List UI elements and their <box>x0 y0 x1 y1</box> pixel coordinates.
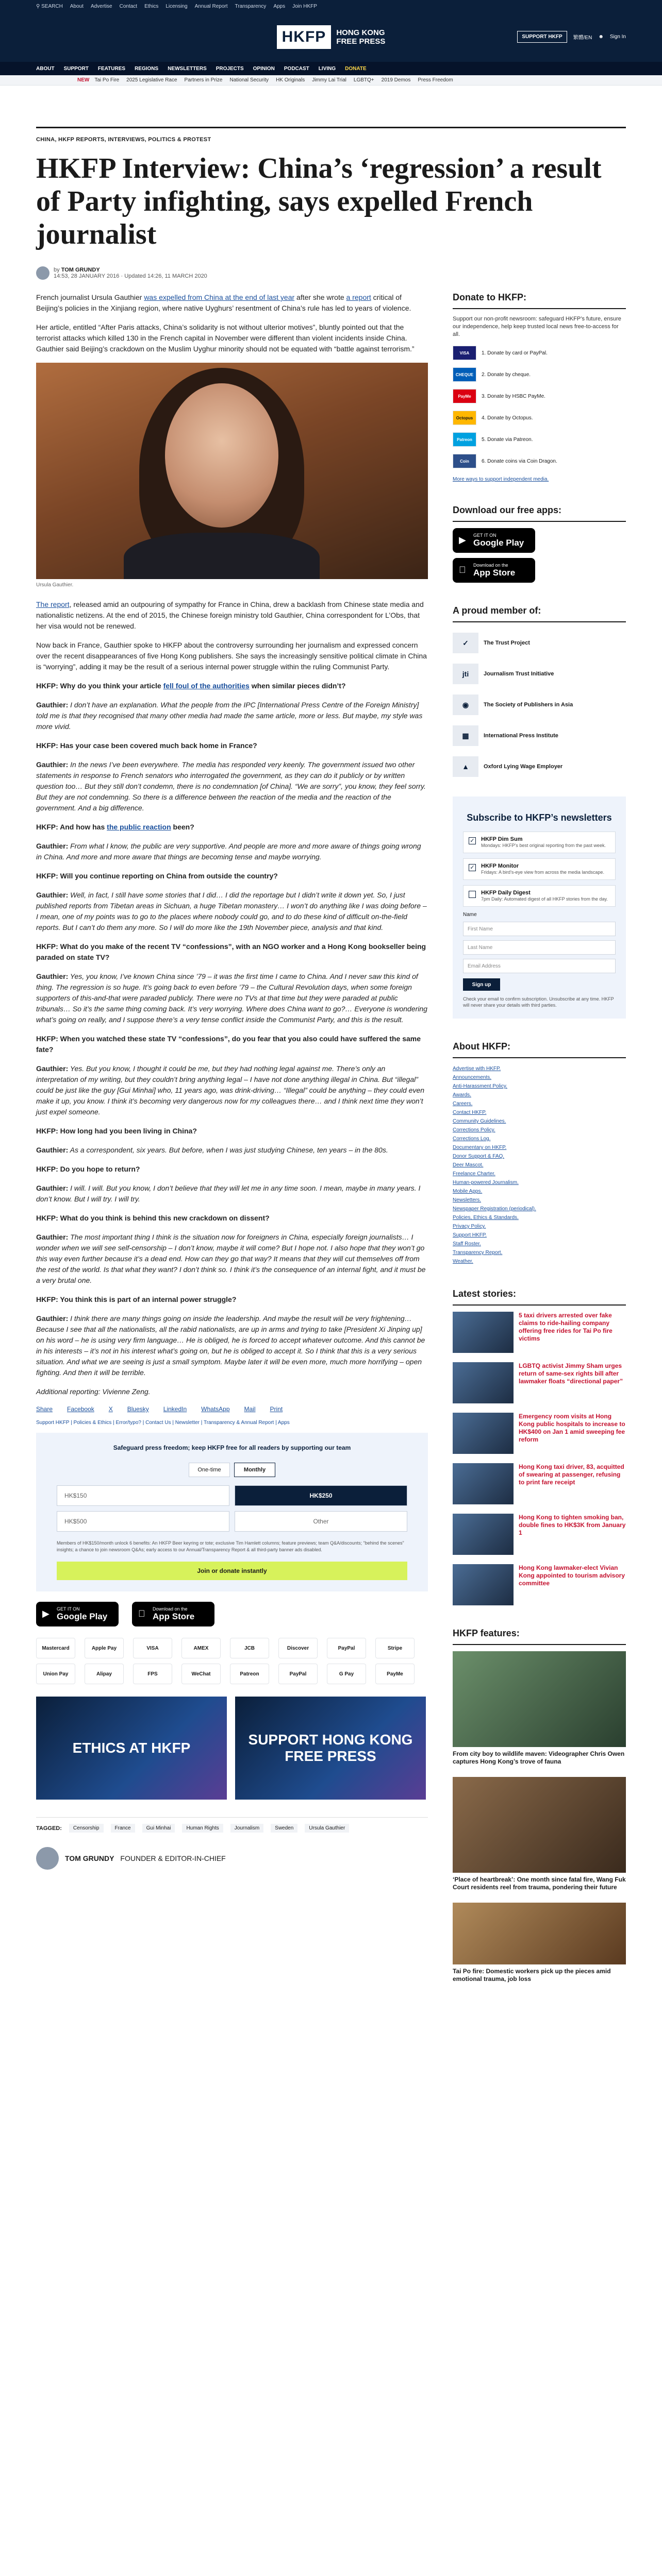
nav-support[interactable]: SUPPORT <box>63 65 89 72</box>
article-container <box>36 86 626 1994</box>
newsletter-option[interactable]: ✓ HKFP Monitor Fridays: A bird’s-eye view from across the media landscape. <box>463 858 616 880</box>
feature-image[interactable] <box>453 1651 626 1747</box>
payment-logo: Apple Pay <box>85 1638 124 1658</box>
amount-options <box>57 1485 407 1532</box>
sidebar <box>453 292 626 1994</box>
payment-logo: Alipay <box>85 1664 124 1684</box>
donate-sidebar-text: Support our non-profit newsroom: safeguard HKFP’s future, ensure our independence, help keep trusted local news free-to-access for all. <box>453 316 621 337</box>
main-nav <box>0 62 662 75</box>
about-link[interactable]: Corrections Policy. <box>453 1127 495 1133</box>
public-reaction-link[interactable]: the public reaction <box>107 823 171 831</box>
share-mail[interactable]: Mail <box>244 1405 256 1413</box>
author-link[interactable]: TOM GRUNDY <box>61 267 100 273</box>
apps-heading: Download our free apps: <box>453 505 626 522</box>
donate-benefits-note: Members of HK$150/month unlock 6 benefits: An HKFP Beer keyring or tote; exclusive Tim Hamlett columns; feature previews; team Q&A/discounts; “behind the scenes” insights; a chance to join newsroom Q&As; early access to our Annual/Transparency Report & all third-party banner ads disabled. <box>57 1540 404 1552</box>
app-store-badge[interactable]: Download on the App Store <box>453 558 535 583</box>
question: HKFP: Has your case been covered much back home in France? <box>36 741 257 750</box>
latest-story[interactable]: Hong Kong lawmaker-elect Vivian Kong appointed to tourism advisory committee <box>453 1564 626 1605</box>
google-play-badge[interactable]: ▶ GET IT ON Google Play <box>36 1602 119 1626</box>
licensing-link[interactable]: Licensing <box>166 3 188 9</box>
about-link[interactable]: Deer Mascot. <box>453 1162 484 1168</box>
about-link[interactable]: Documentary on HKFP. <box>453 1145 507 1150</box>
payment-logo: FPS <box>133 1664 172 1684</box>
hkfp-logo[interactable] <box>277 25 386 49</box>
nav-about[interactable]: ABOUT <box>36 65 55 72</box>
story-thumbnail[interactable] <box>453 1514 514 1555</box>
annual-report-link[interactable]: Annual Report <box>194 3 228 9</box>
share-bluesky[interactable]: Bluesky <box>127 1405 149 1413</box>
question: HKFP: What do you make of the recent TV “confessions”, with an NGO worker and a Hong Kong bookseller being paraded on state TV? <box>36 942 426 961</box>
latest-story[interactable]: Hong Kong taxi driver, 83, acquitted of swearing at passenger, refusing to print fare receipt <box>453 1463 626 1504</box>
about-link[interactable]: Privacy Policy. <box>453 1224 486 1229</box>
email-input[interactable]: Email Address <box>463 959 616 973</box>
tag-link[interactable]: Gui Minhai <box>142 1824 175 1833</box>
tab-monthly[interactable]: Monthly <box>234 1463 275 1477</box>
checkbox-icon[interactable]: ✓ <box>469 864 476 871</box>
avatar <box>36 1847 59 1870</box>
answer: Gauthier: I don’t have an explanation. What the people from the IPC [International Press Centre of the Foreign Ministry] told me is that they recognised that many other media had made the same article, more or less. But maybe, my style was more vivid. <box>36 701 423 731</box>
about-link[interactable]: Community Guidelines. <box>453 1118 506 1124</box>
trending-bar <box>0 75 662 86</box>
trending-label: NEW <box>77 77 90 83</box>
about-block <box>453 1041 626 1266</box>
payment-logo: JCB <box>230 1638 269 1658</box>
donate-method[interactable]: Coin 6. Donate coins via Coin Dragon. <box>453 454 626 468</box>
donate-method[interactable]: VISA 1. Donate by card or PayPal. <box>453 346 626 360</box>
jti-icon: jti <box>453 664 478 684</box>
play-icon: ▶ <box>459 535 466 545</box>
question: HKFP: How long had you been living in China? <box>36 1127 197 1135</box>
feature-story[interactable]: ‘Place of heartbreak’: One month since fatal fire, Wang Fuk Court residents reel from trauma, pondering their future <box>453 1777 626 1891</box>
newsletter-heading: Subscribe to HKFP’s newsletters <box>467 812 612 823</box>
about-link[interactable]: Newsletters. <box>453 1197 482 1203</box>
tag-link[interactable]: Sweden <box>271 1824 297 1833</box>
story-thumbnail[interactable] <box>453 1362 514 1403</box>
tag-link[interactable]: Human Rights <box>182 1824 223 1833</box>
share-print[interactable]: Print <box>270 1405 283 1413</box>
contact-link[interactable]: Contact <box>119 3 138 9</box>
features-block <box>453 1628 626 1983</box>
join-button[interactable]: Join or donate instantly <box>57 1562 407 1580</box>
member-list <box>453 629 626 781</box>
trending-item[interactable]: National Security <box>229 77 269 83</box>
feature-image[interactable] <box>453 1777 626 1873</box>
trending-item[interactable]: Press Freedom <box>418 77 453 83</box>
donate-method[interactable]: Octopus 4. Donate by Octopus. <box>453 411 626 425</box>
payment-logo: Union Pay <box>36 1664 75 1684</box>
feature-story[interactable]: Tai Po fire: Domestic workers pick up the pieces amid emotional trauma, job loss <box>453 1903 626 1983</box>
trending-item[interactable]: Jimmy Lai Trial <box>312 77 346 83</box>
answer: Gauthier: In the news I’ve been everywhere. The media has responded very keenly. The government issued two other statements in response to French senators who interrogated the government, as they can do it publicly or by written question too… But they still don’t condemn, there is no condemnation [of China]. “We are sorry”, you know, they feel sorry. But they are not condemning. So there is a difference between the reaction of the media and the reaction of the government. And a big difference. <box>36 760 426 812</box>
apps-link[interactable]: Apps <box>273 3 286 9</box>
checkbox-icon[interactable] <box>469 891 476 898</box>
apps-block <box>453 505 626 583</box>
story-thumbnail[interactable] <box>453 1564 514 1605</box>
amount-option-selected[interactable]: HK$250 <box>235 1485 407 1506</box>
donate-method[interactable]: Patreon 5. Donate via Patreon. <box>453 432 626 447</box>
ipi-icon: ▦ <box>453 725 478 746</box>
site-header <box>0 12 662 62</box>
article-categories[interactable]: CHINA, HKFP REPORTS, INTERVIEWS, POLITICS & PROTEST <box>36 137 211 143</box>
additional-reporting: Additional reporting: Vivienne Zeng. <box>36 1387 151 1396</box>
article-body <box>36 292 428 1994</box>
share-label[interactable]: Share <box>36 1405 53 1413</box>
member-logo[interactable]: ▦ International Press Institute <box>453 721 626 750</box>
nav-regions[interactable]: REGIONS <box>135 65 159 72</box>
nav-donate[interactable]: DONATE <box>345 65 367 72</box>
member-logo[interactable]: jti Journalism Trust Initiative <box>453 659 626 688</box>
trending-item[interactable]: Tai Po Fire <box>94 77 120 83</box>
latest-story[interactable]: Emergency room visits at Hong Kong public hospitals to increase to HK$400 on Jan 1 amid sweeping fee reform <box>453 1413 626 1454</box>
share-facebook[interactable]: Facebook <box>67 1405 94 1413</box>
story-thumbnail[interactable] <box>453 1463 514 1504</box>
question: HKFP: Why do you think your article fell foul of the authorities when similar pieces didn’t? <box>36 682 346 690</box>
about-link[interactable]: Support HKFP. <box>453 1232 487 1238</box>
paragraph: French journalist Ursula Gauthier was expelled from China at the end of last year after she wrote a report critical of Beijing’s policies in the Xinjiang region, where native Uyghurs’ resentment of China’s rule has led to years of violence. <box>36 293 411 312</box>
nav-opinion[interactable]: OPINION <box>253 65 275 72</box>
donate-method[interactable]: CHEQUE 2. Donate by cheque. <box>453 367 626 382</box>
tag-link[interactable]: Censorship <box>69 1824 104 1833</box>
app-store-row <box>36 1602 428 1626</box>
question: HKFP: You think this is part of an internal power struggle? <box>36 1295 237 1303</box>
feature-story[interactable]: From city boy to wildlife maven: Videographer Chris Owen captures Hong Kong’s trove of fauna <box>453 1651 626 1766</box>
trending-item[interactable]: 2019 Demos <box>381 77 411 83</box>
utility-bar <box>0 0 662 12</box>
tag-link[interactable]: Ursula Gauthier <box>305 1824 349 1833</box>
transparency-link[interactable]: Transparency <box>235 3 267 9</box>
about-link[interactable]: Newspaper Registration (periodical). <box>453 1206 536 1212</box>
tags-row <box>36 1817 428 1833</box>
tag-link[interactable]: Journalism <box>230 1824 263 1833</box>
search-link[interactable]: ⚲ SEARCH <box>36 3 63 9</box>
donate-sidebar-heading: Donate to HKFP: <box>453 292 626 309</box>
apple-icon <box>459 565 466 575</box>
payment-logo: G Pay <box>327 1664 366 1684</box>
newsletter-option[interactable]: ✓ HKFP Dim Sum Mondays: HKFP’s best original reporting from the past week. <box>463 832 616 853</box>
language-toggle[interactable]: 繁體/EN <box>573 35 592 41</box>
about-link[interactable]: Announcements. <box>453 1075 492 1080</box>
answer: Gauthier: From what I know, the public are very supportive. And people are more and more aware of things going wrong in China. And more and more aware that things are becoming tense and maybe worrying. <box>36 842 421 861</box>
member-logo[interactable]: ◉ The Society of Publishers in Asia <box>453 690 626 719</box>
member-logo[interactable]: ▲ Oxford Lying Wage Employer <box>453 752 626 781</box>
the-report-link[interactable]: The report <box>36 600 70 608</box>
paragraph: Now back in France, Gauthier spoke to HKFP about the controversy surrounding her journalism and expressed concern over the recent disappearances of five Hong Kong publishers. She says the increasingly sensitive political climate in China is “worrying”, adding it may be the result of a serious internal power struggle within the ruling Communist Party. <box>36 641 427 671</box>
ethics-link[interactable]: Ethics <box>144 3 159 9</box>
date-line: 14:53, 28 JANUARY 2016 · Updated 14:26, 11 MARCH 2020 <box>54 273 207 279</box>
user-icon[interactable]: ☻ <box>598 34 604 40</box>
about-link[interactable]: Advertise with HKFP. <box>453 1066 501 1072</box>
ethics-banner[interactable]: ETHICS AT HKFP <box>36 1697 227 1800</box>
answer: Gauthier: Yes. But you know, I thought it could be me, but they had nothing legal against me. There’s only an interpretation of my writing, but they couldn’t bring anything legal – I have not done anything illegal in China. But “illegal” could be just like the guy [Gui Minhai] who, 11 years ago, was drink-driving… “Illegal” could be anything – they could even make it up, you know. I think it’s becoming very dangerous now for my colleagues there… and I think next time they won’t just expel someone. <box>36 1064 425 1116</box>
features-heading: HKFP features: <box>453 1628 626 1645</box>
about-link[interactable]: Freelance Charter. <box>453 1171 495 1177</box>
share-bar <box>36 1405 428 1413</box>
author-line: by TOM GRUNDY <box>54 267 100 273</box>
content-columns <box>36 292 626 1994</box>
photo-caption: Ursula Gauthier. <box>36 582 74 588</box>
more-ways-link[interactable]: More ways to support independent media. <box>453 477 549 482</box>
donate-widget <box>36 1433 428 1591</box>
header-actions <box>517 31 626 43</box>
payment-logo: Patreon <box>230 1664 269 1684</box>
avatar <box>36 266 49 280</box>
first-name-input[interactable]: First Name <box>463 922 616 936</box>
amount-other[interactable]: Other <box>235 1511 407 1532</box>
paragraph: Her article, entitled “After Paris attacks, China’s solidarity is not without ulterior motives”, bluntly pointed out that the terrorist attacks which killed 130 in the French capital in November were different than violent incidents inside China. Gauthier said Beijing’s crackdown on the Muslim Uyghur minority should not be equated with “battle against terrorism.” <box>36 323 415 353</box>
checkbox-icon[interactable]: ✓ <box>469 837 476 844</box>
logo-mark: HKFP <box>277 25 332 49</box>
member-block <box>453 605 626 781</box>
proud-member-heading: A proud member of: <box>453 605 626 622</box>
payment-logo: WeChat <box>181 1664 221 1684</box>
answer: Gauthier: The most important thing I think is the situation now for foreigners in China, especially foreign journalists… I wonder when we will see self-censorship – I don’t know, maybe it will come? But I hope not. I also hope that they won’t go this way even further because it’s a dead end. How can they go that way? It means that they will cut themselves off from the rest of the world. Is that what they want? I don’t think so. I think it’s the consequence of an internal fight, and it must be a very brutal one. <box>36 1233 426 1284</box>
advertise-link[interactable]: Advertise <box>90 3 112 9</box>
latest-story[interactable]: Hong Kong to tighten smoking ban, double fines to HK$3K from January 1 <box>453 1514 626 1555</box>
payment-logo: AMEX <box>181 1638 221 1658</box>
join-link[interactable]: Join HKFP <box>292 3 317 9</box>
about-link[interactable]: Policies, Ethics & Standards. <box>453 1215 519 1221</box>
story-thumbnail[interactable] <box>453 1312 514 1353</box>
support-banner[interactable]: SUPPORT HONG KONG FREE PRESS <box>235 1697 426 1800</box>
payment-logo: PayPal <box>327 1638 366 1658</box>
nav-living[interactable]: LIVING <box>318 65 336 72</box>
answer: Gauthier: I think there are many things going on inside the leadership. And maybe the result will be very frightening… Because I see that all the nationalists, all the rabid nationalists, are up in arms and trying to take [President Xi Jinping up] on his word – he is using very firm language… He is obliged, he is forced to accept whatever outcome. And this cannot be in his interests – it’s not in his interest what’s going on, but he is obliged to accept it. So I think that this is a very serious situation. And what we are seeing is just a small symptom. Maybe later it will be even more, much more horrifying – open fighting. And then it will be terrible. <box>36 1314 425 1377</box>
payment-logo: VISA <box>133 1638 172 1658</box>
latest-stories <box>453 1289 626 1605</box>
payment-logo: Stripe <box>375 1638 415 1658</box>
answer: Gauthier: I will. I will. But you know, I don’t believe that they will let me in any time soon. I mean, maybe in many years. I don’t know. But I will try. I will try. <box>36 1184 421 1203</box>
fell-foul-link[interactable]: fell foul of the authorities <box>163 682 250 690</box>
signin-link[interactable]: Sign In <box>609 34 626 40</box>
tag-link[interactable]: France <box>111 1824 135 1833</box>
about-link[interactable]: Awards. <box>453 1092 471 1098</box>
question: HKFP: Do you hope to return? <box>36 1165 140 1173</box>
newsletter-option[interactable]: HKFP Daily Digest 7pm Daily: Automated digest of all HKFP stories from the day. <box>463 885 616 907</box>
amount-option[interactable]: HK$150 <box>57 1485 229 1506</box>
latest-story[interactable]: 5 taxi drivers arrested over fake claims to ride-hailing company offering free rides for Tai Po fire victims <box>453 1312 626 1353</box>
story-thumbnail[interactable] <box>453 1413 514 1454</box>
about-link[interactable]: Weather. <box>453 1259 473 1264</box>
google-play-badge[interactable]: ▶ GET IT ON Google Play <box>453 528 535 553</box>
answer: Gauthier: Well, in fact, I still have some stories that I did… I did the reportage but I didn’t write it down yet. So, I just published reports from Tibetan areas in Sichuan, a huge Tibetan monastery… I won’t do anything like I was doing before – I mean, one of my points was to go to the places where nobody could go, and to do these kind of difficult on-the-field reports. But I can’t do them any more. So I will do more like the 19th November piece, analysis and that kind. <box>36 891 427 931</box>
trending-item[interactable]: HK Originals <box>276 77 305 83</box>
nav-features[interactable]: FEATURES <box>97 65 126 72</box>
title-rule <box>36 127 626 128</box>
author-box-role: FOUNDER & EDITOR-IN-CHIEF <box>120 1854 226 1862</box>
newsletter-note: Check your email to confirm subscription. Unsubscribe at any time. HKFP will never share your details with third parties. <box>463 996 614 1008</box>
amount-option[interactable]: HK$500 <box>57 1511 229 1532</box>
page-title: HKFP Interview: China’s ‘regression’ a result of Party infighting, says expelled French journalist <box>36 152 602 250</box>
about-link[interactable]: Staff Roster. <box>453 1241 481 1247</box>
nav-projects[interactable]: PROJECTS <box>216 65 244 72</box>
nav-newsletters[interactable]: NEWSLETTERS <box>168 65 207 72</box>
question: HKFP: And how has the public reaction been? <box>36 823 194 831</box>
share-x[interactable]: X <box>108 1405 113 1413</box>
payment-logo: Discover <box>278 1638 318 1658</box>
author-box-name[interactable]: TOM GRUNDY <box>65 1854 114 1862</box>
about-link[interactable]: Anti-Harassment Policy. <box>453 1083 507 1089</box>
tagged-label: TAGGED: <box>36 1825 62 1832</box>
about-link[interactable]: Careers. <box>453 1101 473 1107</box>
article-footer-links[interactable]: Support HKFP | Policies & Ethics | Error/typo? | Contact Us | Newsletter | Transparency & Annual Report | Apps <box>36 1420 290 1426</box>
payment-methods <box>36 1638 428 1684</box>
trust-icon: ✓ <box>453 633 478 653</box>
about-link[interactable]: Human-powered Journalism. <box>453 1180 519 1185</box>
expelled-link[interactable]: was expelled from China at the end of last year <box>144 293 295 301</box>
donate-method[interactable]: PayMe 3. Donate by HSBC PayMe. <box>453 389 626 403</box>
byline <box>36 266 626 280</box>
name-label: Name <box>463 912 477 918</box>
share-whatsapp[interactable]: WhatsApp <box>201 1405 230 1413</box>
apple-icon <box>138 1608 145 1619</box>
about-links <box>453 1064 626 1266</box>
report-link[interactable]: a report <box>346 293 371 301</box>
trending-item[interactable]: Partners in Prize <box>184 77 223 83</box>
share-linkedin[interactable]: LinkedIn <box>163 1405 187 1413</box>
member-logo[interactable]: ✓ The Trust Project <box>453 629 626 657</box>
question: HKFP: Will you continue reporting on China from outside the country? <box>36 872 278 880</box>
paragraph: The report, released amid an outpouring of sympathy for France in China, drew a backlash from Chinese state media and nationalistic netizens. At the end of 2015, the Chinese foreign ministry told Gauthier, China correspondent for L’Obs, that her visa would not be renewed. <box>36 600 424 630</box>
payment-logo: PayPal <box>278 1664 318 1684</box>
promo-banners <box>36 1697 428 1800</box>
payment-logo: Mastercard <box>36 1638 75 1658</box>
about-heading: About HKFP: <box>453 1041 626 1058</box>
signup-button[interactable]: Sign up <box>463 978 500 991</box>
about-link[interactable]: Transparency Report. <box>453 1250 503 1256</box>
living-wage-icon: ▲ <box>453 756 478 777</box>
trending-item[interactable]: 2025 Legislative Race <box>126 77 177 83</box>
donate-heading: Safeguard press freedom; keep HKFP free for all readers by supporting our team <box>113 1444 351 1451</box>
latest-story[interactable]: LGBTQ activist Jimmy Sham urges return of same-sex rights bill after lawmaker floats “directional paper” <box>453 1362 626 1403</box>
logo-wordmark: HONG KONG FREE PRESS <box>336 28 386 46</box>
about-link[interactable]: Donor Support & FAQ. <box>453 1154 505 1159</box>
payment-logo: PayMe <box>375 1664 415 1684</box>
frequency-tabs <box>57 1463 407 1477</box>
question: HKFP: When you watched these state TV “confessions”, do you fear that you also could have suffered the same fate? <box>36 1035 421 1054</box>
support-button[interactable]: SUPPORT HKFP <box>517 31 567 43</box>
sopa-icon: ◉ <box>453 694 478 715</box>
nav-podcast[interactable]: PODCAST <box>284 65 309 72</box>
trending-item[interactable]: LGBTQ+ <box>353 77 374 83</box>
about-link[interactable]: Contact HKFP. <box>453 1110 487 1115</box>
article-photo <box>36 363 428 579</box>
latest-heading: Latest stories: <box>453 1289 626 1306</box>
newsletter-signup <box>453 796 626 1019</box>
about-link[interactable]: About <box>70 3 84 9</box>
app-store-badge[interactable]: Download on the App Store <box>132 1602 214 1626</box>
about-link[interactable]: Corrections Log. <box>453 1136 491 1142</box>
answer: Gauthier: Yes, you know, I’ve known China since ’79 – it was the first time I came to China. And I never saw this kind of thing. The regression is so huge. It’s going back to even before ’79 – the Cultural Revolution days, when some foreign supporters of this-and-that were paraded publicly. There were no TVs at that time but they were paraded at public tribunals… So it’s the same thing coming back. It’s very worrying. Where does China want to go?… Everyone is wondering what’s going on really, and I suppose there’s a very tense conflict inside the Communist Party, and this is the result. <box>36 972 427 1024</box>
last-name-input[interactable]: Last Name <box>463 940 616 955</box>
tab-one-time[interactable]: One-time <box>189 1463 230 1477</box>
play-icon: ▶ <box>42 1608 49 1619</box>
feature-image[interactable] <box>453 1903 626 1964</box>
author-box <box>36 1847 428 1870</box>
question: HKFP: What do you think is behind this new crackdown on dissent? <box>36 1214 270 1222</box>
answer: Gauthier: As a correspondent, six years. But before, when I was just studying Chinese, ten years – in the 80s. <box>36 1146 388 1154</box>
about-link[interactable]: Mobile Apps. <box>453 1189 483 1194</box>
